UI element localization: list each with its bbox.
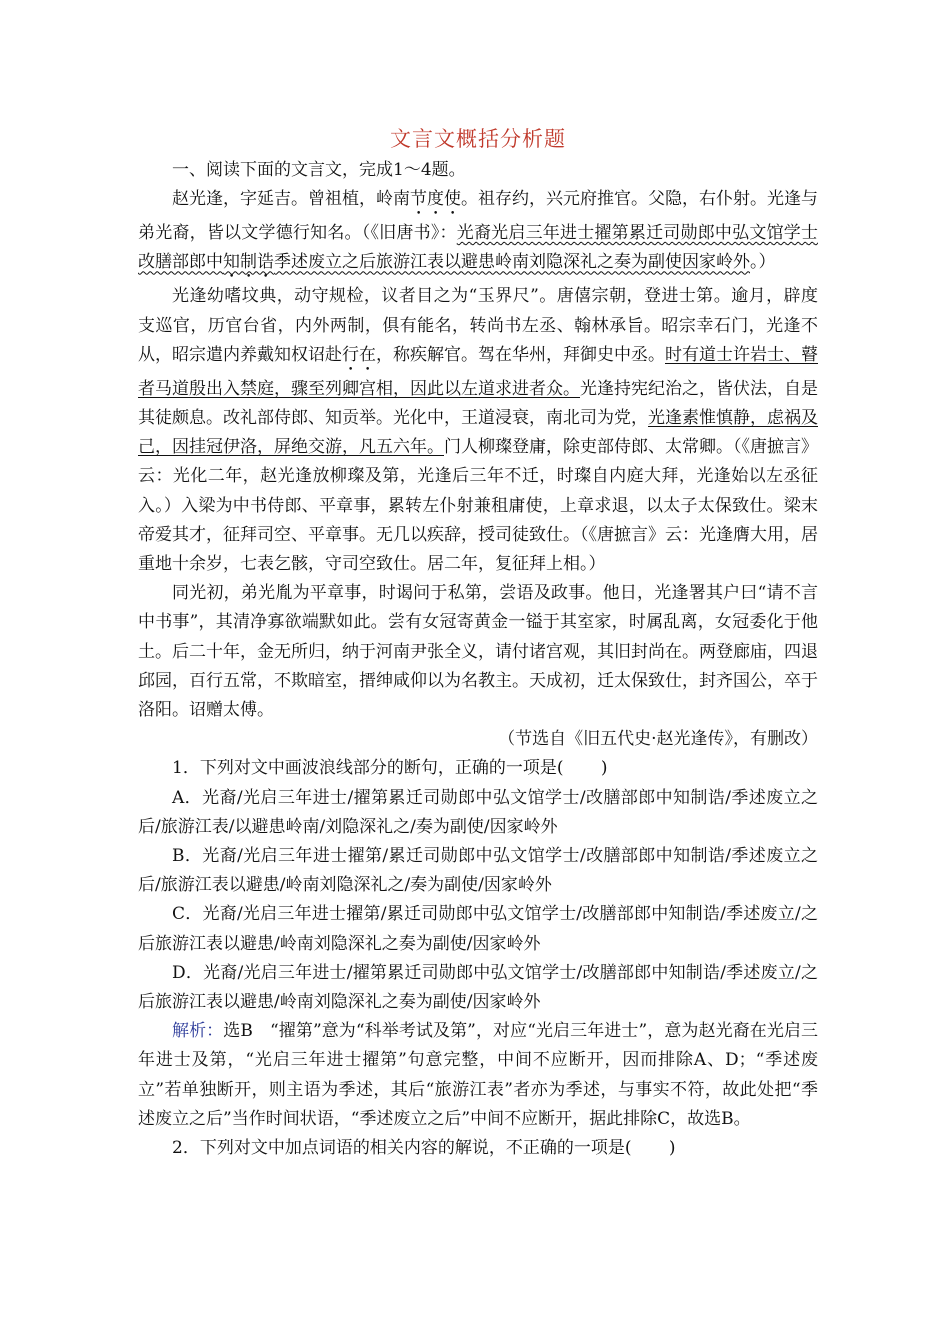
option-b: B．光裔/光启三年进士擢第/累迁司勋郎中弘文馆学士/改膳部郎中知制诰/季述废立之后/旅游江表以避患/岭南刘隐深礼之/奏为副使/因家岭外 [138, 846, 818, 896]
analysis [138, 1017, 818, 1134]
p2-text-e: 光逢持宪纪治之，皆伏法，自是其徒颇息。改礼部侍郎、知贡举。光化中，王道浸衰，南北司为党， [138, 378, 818, 429]
p2-text-g: 门人柳璨登庸，除吏部侍郎、太常卿。（《唐摭言》云：光化二年，赵光逢放柳璨及第，光逢后三年不迁，时璨自内庭大拜，光逢始以左丞征入。）入梁为中书侍郎、平章事，累转左仆射兼租庸使，上章求退，以太子太保致仕。梁末帝爱其才，征拜司空、平章事。无几以疾辞，授司徒致仕。（《唐摭言》云：光逢膺大用，居重地十余岁，七表乞骸，守司空致仕。居二年，复征拜上相。） [138, 437, 818, 575]
analysis-label: 解析： [172, 1021, 224, 1042]
page-title: 文言文概括分析题 [390, 127, 566, 151]
question-2-stem [138, 1134, 818, 1163]
underlined-sentence-1: 时有道士许岩士、瞽者马道殷出入禁庭，骤至列卿宫相，因此以左道求进者众。 [138, 344, 818, 399]
question-1-close: ) [600, 758, 608, 779]
p1-text-e: 季述废立之后旅游江表以避患岭南刘隐深礼之奏为副使因家岭外。） [274, 252, 776, 273]
option-c: C．光裔/光启三年进士擢第/累迁司勋郎中弘文馆学士/改膳部郎中知制诰/季述废立/之后旅游江表以避患/岭南刘隐深礼之奏为副使/因家岭外 [138, 904, 818, 954]
wavy-underlined-passage: 光裔光启三年进士擢第累迁司勋郎中弘文馆学士改膳部郎中 [138, 223, 818, 273]
question-2-text: 2．下列对文中加点词语的相关内容的解说，不正确的一项是( [172, 1138, 632, 1159]
dotted-term-zhizhigao: 知制诰 [223, 252, 274, 273]
dotted-term-jiedushi: 节度使 [410, 189, 461, 210]
question-1-text: 1．下列对文中画波浪线部分的断句，正确的一项是( [172, 758, 564, 779]
paragraph-2 [138, 282, 818, 579]
analysis-text: 选B “擢第”意为“科举考试及第”，对应“光启三年进士”，意为赵光裔在光启三年进士及第，“光启三年进士擢第”句意完整，中间不应断开，因而排除A、D；“季述废立”若单独断开，则主语为季述，其后“旅游江表”者亦为季述，与事实不符，故此处把“季述废立之后”当作时间状语，“季述废立之后”中间不应断开，据此排除C，故选B。 [138, 1021, 819, 1129]
question-2-close: ) [668, 1138, 676, 1159]
question-1-stem [138, 754, 818, 783]
document-page [138, 124, 818, 1163]
p1-text-a: 赵光逢，字延吉。曾祖植，岭南 [172, 189, 410, 210]
wavy-underlined-passage-end: 季述废立之后旅游江表以避患岭南刘隐深礼之奏为副使因家岭外 [274, 252, 750, 273]
option-d: D．光裔/光启三年进士/擢第累迁司勋郎中弘文馆学士/改膳部郎中知制诰/季述废立/之后旅游江表以避患/岭南刘隐深礼之奏为副使/因家岭外 [138, 962, 818, 1013]
option-a: A．光裔/光启三年进士/擢第累迁司勋郎中弘文馆学士/改膳部郎中知制诰/季述废立之后/旅游江表/以避患岭南/刘隐深礼之/奏为副使/因家岭外 [138, 787, 818, 837]
source-note: （节选自《旧五代史·赵光逢传》，有删改） [498, 729, 818, 750]
paragraph-1 [138, 185, 818, 282]
p2-text-a: 光逢幼嗜坟典，动守规检，议者目之为“玉界尺”。唐僖宗朝，登进士第。逾月，辟度支巡官，历官台省，内外两制，俱有能名，转尚书左丞、翰林承旨。昭宗幸石门，光逢不从，昭宗遣内养戴知权诏赴 [138, 286, 818, 365]
paragraph-3: 同光初，弟光胤为平章事，时谒问于私第，尝语及政事。他日，光逢署其户曰“请不言中书事”，其清净寡欲端默如此。尝有女冠寄黄金一镒于其室家，时属乱离，女冠委化于他土。后二十年，金无所归，纳于河南尹张全义，请付诸宫观，其旧封尚在。两登廊庙，四退邱园，百行五常，不欺暗室，搢绅咸仰以为名教主。天成初，迁太保致仕，封齐国公，卒于洛阳。诏赠太傅。 [138, 583, 818, 721]
dotted-term-xingzai: 行在 [342, 344, 376, 365]
p2-text-c: ，称疾解官。驾在华州，拜御史中丞。 [376, 344, 665, 365]
p1-text-c: 。祖存约，兴元府推官。父隐，右仆射。光逢与弟光裔，皆以文学德行知名。（《旧唐书》： [138, 189, 818, 244]
underlined-sentence-2: 光逢素惟慎静，虑祸及己，因挂冠伊洛，屏绝交游，凡五六年。 [138, 408, 818, 458]
instruction: 一、阅读下面的文言文，完成1～4题。 [172, 160, 466, 180]
